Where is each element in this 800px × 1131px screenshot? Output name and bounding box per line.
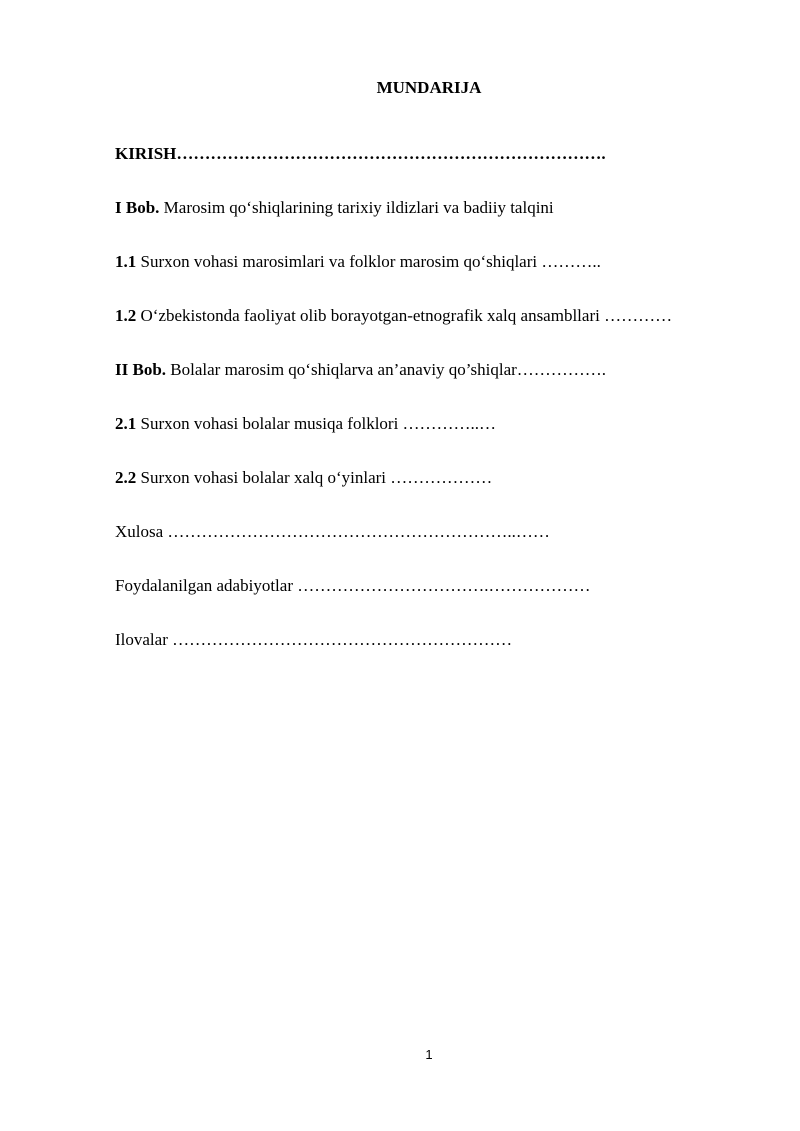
page-number: 1 <box>425 1047 433 1062</box>
toc-entry-text: Bolalar marosim qo‘shiqlarva an’anaviy qo’shiqlar……………. <box>166 360 607 379</box>
toc-entry-text: O‘zbekistonda faoliyat olib borayotgan-etnografik xalq ansambllari ………… <box>136 306 673 325</box>
toc-entry-adabiyotlar <box>115 575 775 597</box>
toc-entry-number: II Bob. <box>115 360 167 379</box>
toc-entry-ilovalar <box>115 629 775 651</box>
toc-entry-section-1-1 <box>115 251 775 273</box>
toc-entry-number: 2.2 <box>115 468 137 487</box>
toc-entry-text: Marosim qo‘shiqlarining tarixiy ildizlari va badiiy talqini <box>159 198 554 217</box>
toc-entry-number: I Bob. <box>115 198 160 217</box>
toc-entry-text: Surxon vohasi marosimlari va folklor marosim qo‘shiqlari ……….. <box>136 252 601 271</box>
table-of-contents <box>115 143 775 683</box>
toc-entry-section-2-2 <box>115 467 775 489</box>
toc-entry-number: 2.1 <box>115 414 137 433</box>
toc-entry-section-2-1 <box>115 413 775 435</box>
toc-entry-text: Foydalanilgan adabiyotlar …………………………….……………… <box>115 576 591 595</box>
toc-entry-text: KIRISH…………………………………………………………………. <box>115 144 606 163</box>
toc-entry-number: 1.2 <box>115 306 137 325</box>
toc-entry-xulosa <box>115 521 775 543</box>
toc-entry-kirish <box>115 143 775 165</box>
toc-entry-text: Ilovalar …………………………………………………… <box>115 630 513 649</box>
page-title: MUNDARIJA <box>376 78 482 97</box>
toc-entry-text: Surxon vohasi bolalar xalq o‘yinlari ……………… <box>136 468 493 487</box>
toc-entry-number: 1.1 <box>115 252 137 271</box>
toc-entry-chapter-1 <box>115 197 775 219</box>
toc-entry-section-1-2 <box>115 305 775 327</box>
toc-entry-text: Surxon vohasi bolalar musiqa folklori …………..… <box>136 414 497 433</box>
toc-entry-text: Xulosa ……………………………………………………..…… <box>115 522 550 541</box>
toc-entry-chapter-2 <box>115 359 775 381</box>
